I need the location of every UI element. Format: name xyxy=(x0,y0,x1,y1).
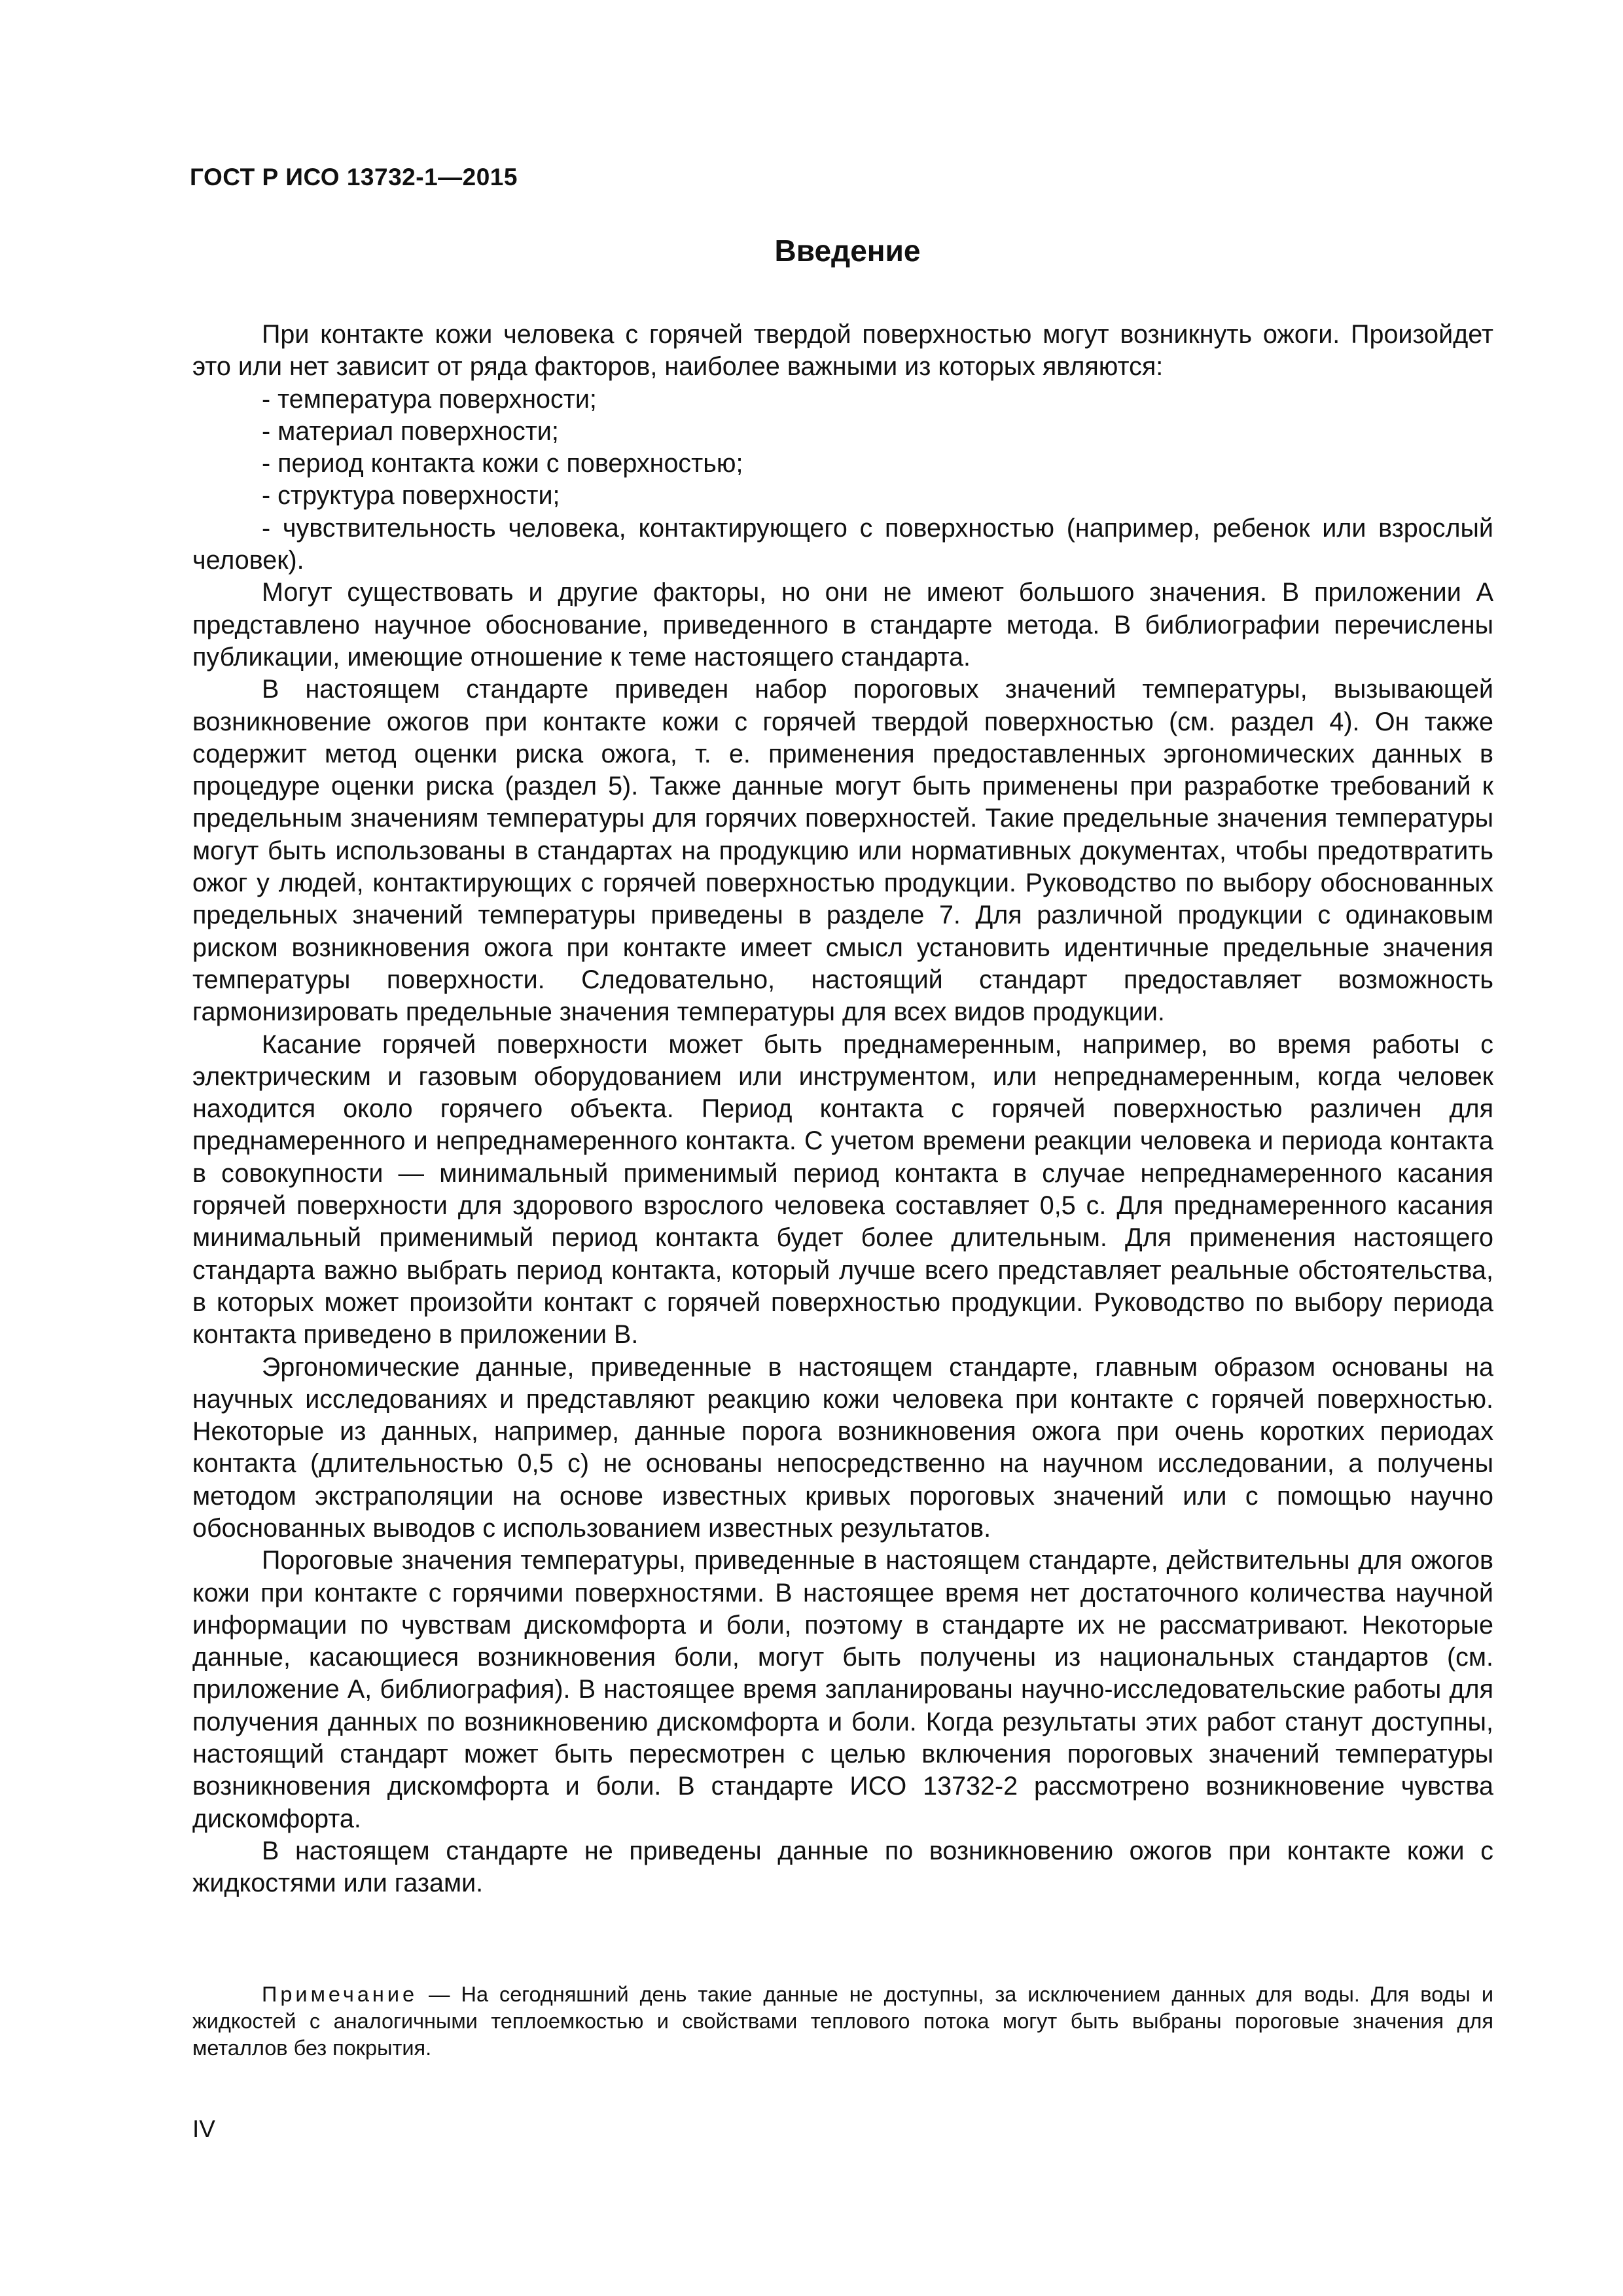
paragraph: В настоящем стандарте приведен набор пороговых значений температуры, вызывающей возникновение ожогов при контакте кожи с горячей твердой поверхностью (см. раздел 4). Он также содержит метод оценки риска ожога, т. е. применения предоставленных эргономических данных в процедуре оценки риска (раздел 5). Также данные могут быть применены при разработке требований к предельным значениям температуры для горячих поверхностей. Такие предельные значения температуры могут быть использованы в стандартах на продукцию или нормативных документах, чтобы предотвратить ожог у людей, контактирующих с горячей поверхностью продукции. Руководство по выбору обоснованных предельных значений температуры приведены в разделе 7. Для различной продукции с одинаковым риском возникновения ожога при контакте имеет смысл установить идентичные предельные значения температуры поверхности. Следовательно, настоящий стандарт предоставляет возможность гармонизировать предельные значения температуры для всех видов продукции. xyxy=(192,675,1493,1027)
document-header: ГОСТ Р ИСО 13732-1—2015 xyxy=(190,164,518,190)
paragraph: В настоящем стандарте не приведены данные по возникновению ожогов при контакте кожи с жидкостями или газами. xyxy=(192,1836,1493,1898)
list-item: - период контакта кожи с поверхностью; xyxy=(262,449,743,478)
paragraph: Пороговые значения температуры, приведенные в настоящем стандарте, действительны для ожогов кожи при контакте с горячими поверхностями. В настоящее время нет достаточного количества научной информации по чувствам дискомфорта и боли, поэтому в стандарте их не рассматривают. Некоторые данные, касающиеся возникновения боли, могут быть получены из национальных стандартов (см. приложение А, библиография). В настоящее время запланированы научно-исследовательские работы для получения данных по возникновению дискомфорта и боли. Когда результаты этих работ станут доступны, настоящий стандарт может быть пересмотрен с целью включения пороговых значений температуры возникновения дискомфорта и боли. В стандарте ИСО 13732-2 рассмотрено возникновение чувства дискомфорта. xyxy=(192,1546,1493,1833)
document-body xyxy=(192,319,1493,1900)
paragraph: Касание горячей поверхности может быть преднамеренным, например, во время работы с электрическим и газовым оборудованием или инструментом, или непреднамеренным, когда человек находится около горячего объекта. Период контакта с горячей поверхностью различен для преднамеренного и непреднамеренного контакта. С учетом времени реакции человека и периода контакта в совокупности — минимальный применимый период контакта в случае непреднамеренного касания горячей поверхности для здорового взрослого человека составляет 0,5 с. Для преднамеренного касания минимальный применимый период контакта будет более длительным. Для применения настоящего стандарта важно выбрать период контакта, который лучше всего представляет реальные обстоятельства, в которых может произойти контакт с горячей поверхностью продукции. Руководство по выбору периода контакта приведено в приложении В. xyxy=(192,1030,1493,1350)
list-item: - чувствительность человека, контактирующего с поверхностью (например, ребенок или взрослый человек). xyxy=(192,513,1493,575)
list-item: - материал поверхности; xyxy=(262,416,559,446)
note xyxy=(192,1981,1493,2062)
section-title: Введение xyxy=(774,234,921,268)
list-item: - температура поверхности; xyxy=(262,384,597,414)
page-number: IV xyxy=(192,2115,215,2142)
paragraph: Могут существовать и другие факторы, но они не имеют большого значения. В приложении А представлено научное обоснование, приведенного в стандарте метода. В библиографии перечислены публикации, имеющие отношение к теме настоящего стандарта. xyxy=(192,578,1493,672)
note-label: Примечание xyxy=(262,1982,418,2006)
list-item: - структура поверхности; xyxy=(262,481,560,511)
paragraph: Эргономические данные, приведенные в настоящем стандарте, главным образом основаны на научных исследованиях и представляют реакцию кожи человека при контакте с горячей поверхностью. Некоторые из данных, например, данные порога возникновения ожога при очень коротких периодах контакта (длительностью 0,5 с) не основаны непосредственно на научном исследовании, а получены методом экстраполяции на основе известных кривых пороговых значений или с помощью научно обоснованных выводов с использованием известных результатов. xyxy=(192,1352,1493,1543)
paragraph: При контакте кожи человека с горячей твердой поверхностью могут возникнуть ожоги. Произойдет это или нет зависит от ряда факторов, наиболее важными из которых являются: xyxy=(192,320,1493,382)
note-text: — На сегодняшний день такие данные не доступны, за исключением данных для воды. Для воды и жидкостей с аналогичными теплоемкостью и свойствами теплового потока могут быть выбраны пороговые значения для металлов без покрытия. xyxy=(192,1982,1493,2060)
